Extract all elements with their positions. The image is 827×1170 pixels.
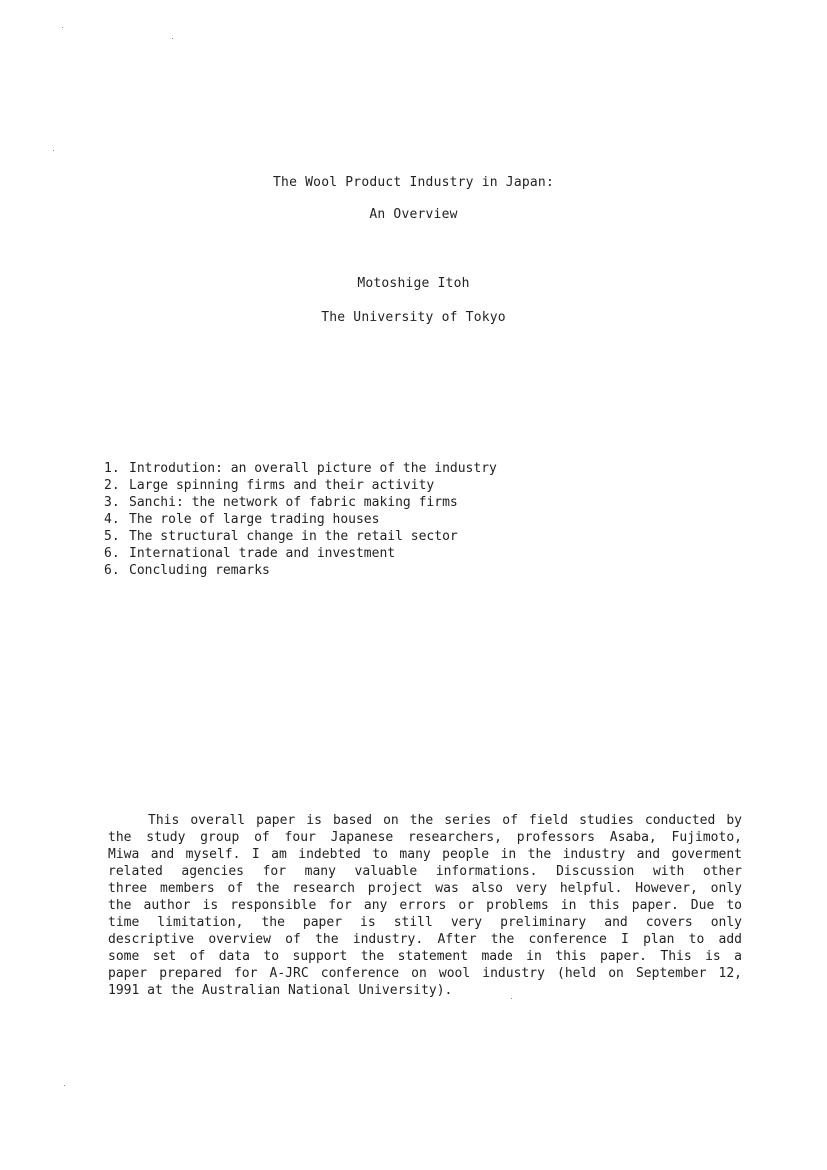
table-of-contents <box>104 460 497 579</box>
toc-item-number: 3. <box>104 495 120 510</box>
abstract-line: three members of the research project was also very helpful. However, only <box>108 881 742 896</box>
toc-item <box>104 460 497 477</box>
toc-item-number: 6. <box>104 563 120 578</box>
toc-item-text: Large spinning firms and their activity <box>129 478 435 493</box>
toc-item <box>104 494 497 511</box>
toc-item-number: 2. <box>104 478 120 493</box>
toc-item-text: Concluding remarks <box>129 563 270 578</box>
scan-speck <box>62 27 63 28</box>
paper-subtitle: An Overview <box>369 207 458 222</box>
toc-item <box>104 477 497 494</box>
toc-item-text: Sanchi: the network of fabric making firms <box>129 495 458 510</box>
author-name: Motoshige Itoh <box>357 276 470 291</box>
abstract-line: time limitation, the paper is still very preliminary and covers only <box>108 915 742 930</box>
toc-item-text: The structural change in the retail sector <box>129 529 458 544</box>
abstract-line: related agencies for many valuable informations. Discussion with other <box>108 864 742 879</box>
scan-speck <box>64 1085 65 1086</box>
abstract-line: paper prepared for A-JRC conference on wool industry (held on September 12, <box>108 966 742 981</box>
abstract-line: the author is responsible for any errors or problems in this paper. Due to <box>108 898 742 913</box>
abstract-line: some set of data to support the statement made in this paper. This is a <box>108 949 742 964</box>
toc-item-number: 6. <box>104 546 120 561</box>
toc-item-text: The role of large trading houses <box>129 512 380 527</box>
abstract-line: the study group of four Japanese researchers, professors Asaba, Fujimoto, <box>108 830 742 845</box>
scan-speck <box>511 998 512 999</box>
abstract-line: descriptive overview of the industry. After the conference I plan to add <box>108 932 742 947</box>
toc-item <box>104 511 497 528</box>
abstract-line: This overall paper is based on the series of field studies conducted by <box>148 813 742 828</box>
scan-speck <box>172 38 173 39</box>
toc-item <box>104 528 497 545</box>
toc-item-number: 5. <box>104 529 120 544</box>
toc-item <box>104 545 497 562</box>
author-affiliation: The University of Tokyo <box>321 310 506 325</box>
abstract-paragraph <box>108 812 742 999</box>
toc-item-text: International trade and investment <box>129 546 396 561</box>
paper-title: The Wool Product Industry in Japan: <box>273 175 554 190</box>
toc-item <box>104 562 497 579</box>
scan-speck <box>53 150 54 151</box>
abstract-line: Miwa and myself. I am indebted to many people in the industry and goverment <box>108 847 742 862</box>
toc-item-number: 4. <box>104 512 120 527</box>
toc-item-number: 1. <box>104 461 120 476</box>
toc-item-text: Introdution: an overall picture of the industry <box>129 461 497 476</box>
abstract-line: 1991 at the Australian National University). <box>108 983 453 998</box>
